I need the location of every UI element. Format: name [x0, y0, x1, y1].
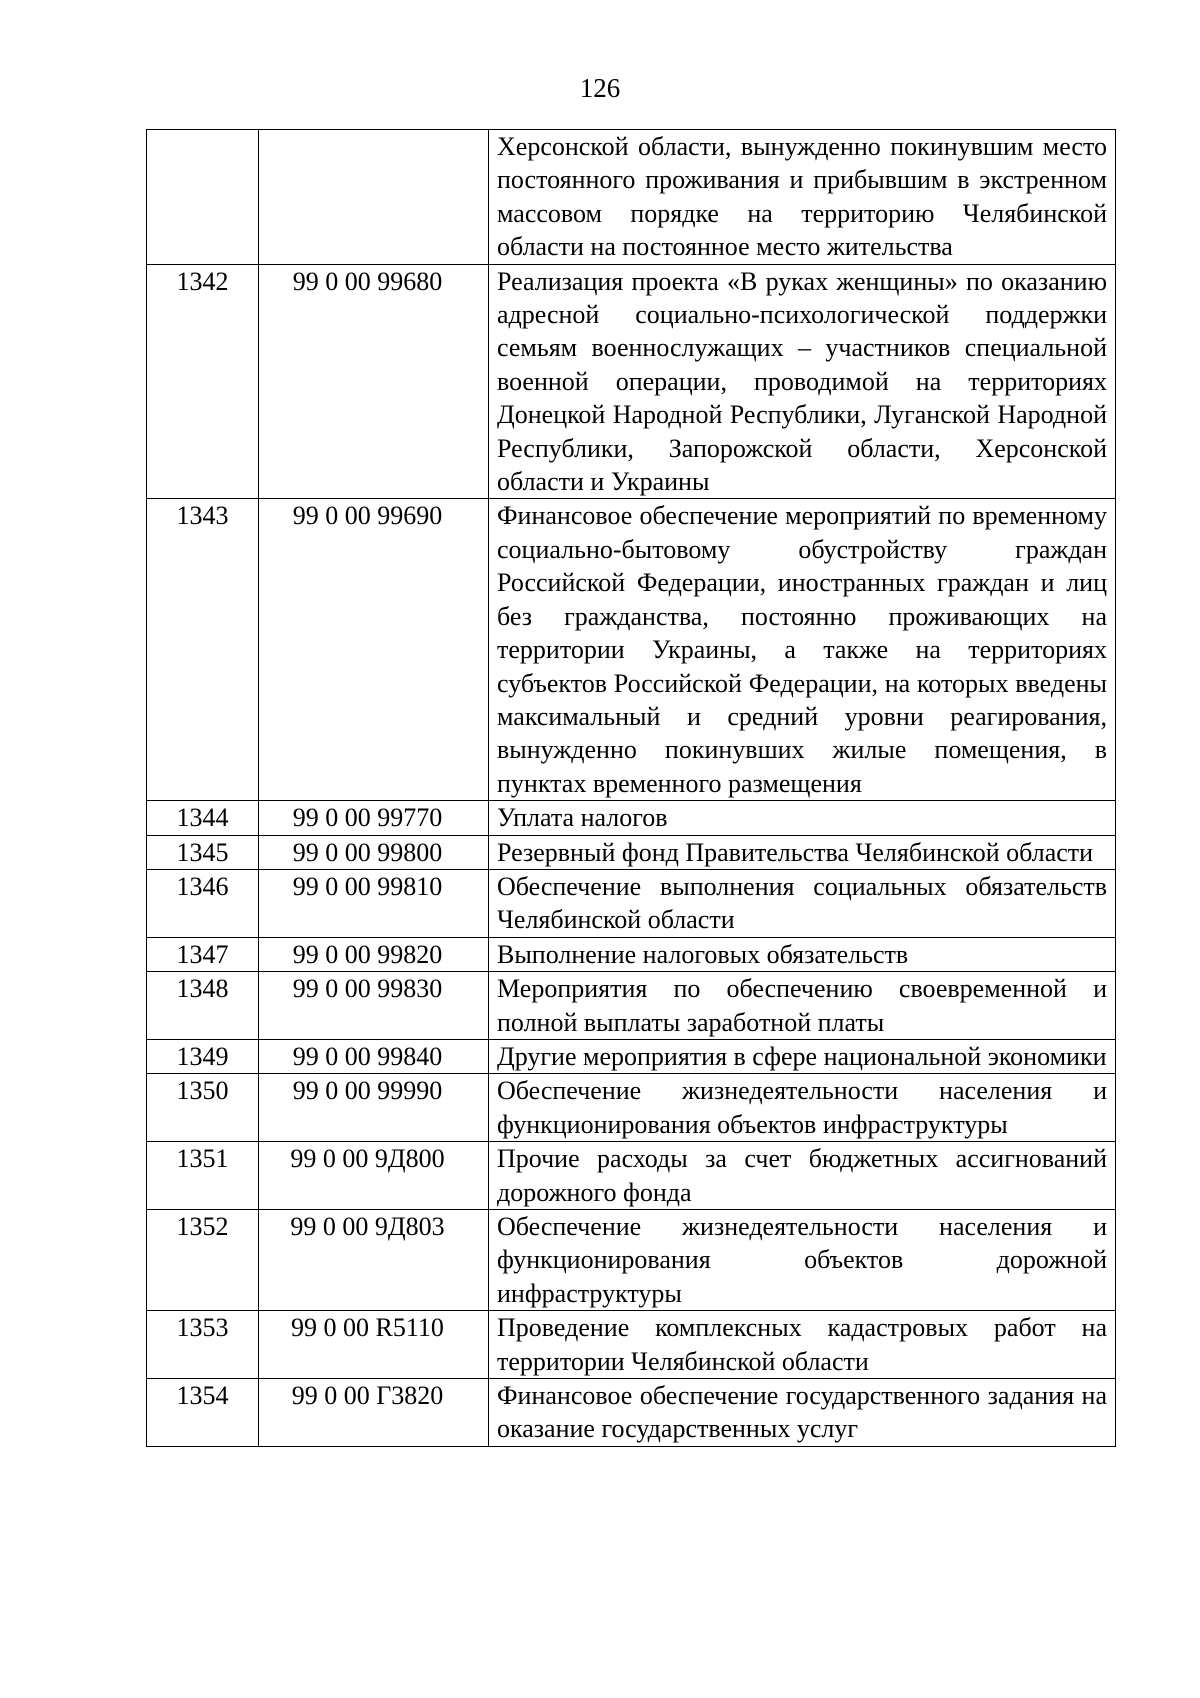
row-number	[147, 130, 259, 265]
row-number: 1343	[147, 499, 259, 801]
row-number: 1347	[147, 937, 259, 971]
table-row	[147, 801, 1116, 835]
row-number: 1349	[147, 1039, 259, 1073]
target-article-code: 99 0 00 99800	[259, 835, 489, 869]
target-article-code	[259, 130, 489, 265]
row-number: 1352	[147, 1210, 259, 1311]
row-number: 1351	[147, 1142, 259, 1210]
table-row	[147, 130, 1116, 265]
budget-codes-table	[146, 129, 1116, 1447]
row-number: 1345	[147, 835, 259, 869]
table-row	[147, 869, 1116, 937]
target-article-code: 99 0 00 9Д800	[259, 1142, 489, 1210]
expense-description: Выполнение налоговых обязательств	[489, 937, 1116, 971]
target-article-code: 99 0 00 99820	[259, 937, 489, 971]
table-row	[147, 1210, 1116, 1311]
target-article-code: 99 0 00 9Д803	[259, 1210, 489, 1311]
expense-description: Финансовое обеспечение государственного задания на оказание государственных услуг	[489, 1379, 1116, 1447]
target-article-code: 99 0 00 99770	[259, 801, 489, 835]
expense-description: Обеспечение жизнедеятельности населения и функционирования объектов инфраструктуры	[489, 1074, 1116, 1142]
target-article-code: 99 0 00 99840	[259, 1039, 489, 1073]
expense-description: Обеспечение выполнения социальных обязательств Челябинской области	[489, 869, 1116, 937]
expense-description: Проведение комплексных кадастровых работ на территории Челябинской области	[489, 1311, 1116, 1379]
row-number: 1342	[147, 264, 259, 499]
row-number: 1353	[147, 1311, 259, 1379]
expense-description: Мероприятия по обеспечению своевременной и полной выплаты заработной платы	[489, 972, 1116, 1040]
target-article-code: 99 0 00 99830	[259, 972, 489, 1040]
expense-description: Другие мероприятия в сфере национальной экономики	[489, 1039, 1116, 1073]
row-number: 1346	[147, 869, 259, 937]
row-number: 1348	[147, 972, 259, 1040]
expense-description: Финансовое обеспечение мероприятий по временному социально-бытовому обустройству граждан Российской Федерации, иностранных граждан и лиц без гражданства, постоянно проживающих на территории Украины, а также на территориях субъектов Российской Федерации, на которых введены максимальный и средний уровни реагирования, вынужденно покинувших жилые помещения, в пунктах временного размещения	[489, 499, 1116, 801]
target-article-code: 99 0 00 R5110	[259, 1311, 489, 1379]
target-article-code: 99 0 00 99690	[259, 499, 489, 801]
target-article-code: 99 0 00 Г3820	[259, 1379, 489, 1447]
expense-description: Резервный фонд Правительства Челябинской области	[489, 835, 1116, 869]
expense-description: Прочие расходы за счет бюджетных ассигнований дорожного фонда	[489, 1142, 1116, 1210]
table-row	[147, 1039, 1116, 1073]
page-number: 126	[579, 73, 621, 103]
expense-description: Уплата налогов	[489, 801, 1116, 835]
expense-description: Обеспечение жизнедеятельности населения и функционирования объектов дорожной инфраструктуры	[489, 1210, 1116, 1311]
target-article-code: 99 0 00 99810	[259, 869, 489, 937]
table-row	[147, 937, 1116, 971]
table-row	[147, 264, 1116, 499]
row-number: 1344	[147, 801, 259, 835]
target-article-code: 99 0 00 99680	[259, 264, 489, 499]
row-number: 1350	[147, 1074, 259, 1142]
table-row	[147, 1142, 1116, 1210]
target-article-code: 99 0 00 99990	[259, 1074, 489, 1142]
table-row	[147, 835, 1116, 869]
table-row	[147, 1311, 1116, 1379]
expense-description: Реализация проекта «В руках женщины» по оказанию адресной социально-психологической поддержки семьям военнослужащих – участников специальной военной операции, проводимой на территориях Донецкой Народной Республики, Луганской Народной Республики, Запорожской области, Херсонской области и Украины	[489, 264, 1116, 499]
expense-description: Херсонской области, вынужденно покинувшим место постоянного проживания и прибывшим в экстренном массовом порядке на территорию Челябинской области на постоянное место жительства	[489, 130, 1116, 265]
table-row	[147, 499, 1116, 801]
table-row	[147, 972, 1116, 1040]
table-row	[147, 1074, 1116, 1142]
row-number: 1354	[147, 1379, 259, 1447]
table-row	[147, 1379, 1116, 1447]
